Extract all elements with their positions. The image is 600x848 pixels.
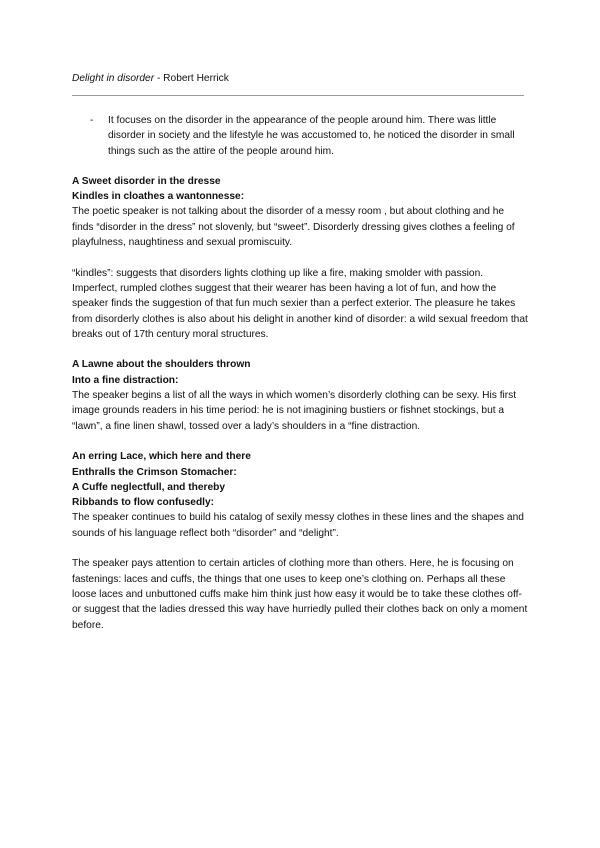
quote-line: A Cuffe neglectfull, and thereby — [72, 481, 226, 493]
header-divider — [72, 95, 524, 96]
analysis-section-2 — [72, 357, 528, 433]
analysis-paragraph: The speaker continues to build his catalog of sexily messy clothes in these lines and the shapes and sounds of his language reflect both “disorder” and “delight”. — [72, 512, 524, 539]
document-body — [72, 113, 528, 648]
quote-line: Into a fine distraction: — [72, 374, 179, 386]
analysis-section-3 — [72, 449, 528, 633]
analysis-section-1 — [72, 174, 528, 342]
intro-bullet — [72, 113, 528, 159]
bullet-marker: - — [90, 115, 94, 126]
quote-block — [72, 449, 528, 510]
poem-author: Robert Herrick — [163, 73, 229, 84]
analysis-paragraph: The poetic speaker is not talking about the disorder of a messy room , but about clothing and he finds “disorder in the dress” not slovenly, but “sweet”. Disorderly dressing gives clothes a feeling of playfulness, naughtiness and sexual promiscuity. — [72, 206, 515, 249]
analysis-paragraph: The speaker pays attention to certain articles of clothing more than others. Here, he is focusing on fastenings: laces and cuffs, the things that one uses to keep one’s clothing on. Perhaps all these loose laces and unbuttoned cuffs make him think just how easy it would be to take these clothes off- or suggest that the ladies dressed this way have hurriedly pulled their clothes back on only a moment before. — [72, 558, 528, 631]
analysis-paragraph: The speaker begins a list of all the ways in which women’s disorderly clothing can be sexy. His first image grounds readers in his time period: he is not imagining bustiers or fishnet stockings, but a “lawn”, a fine linen shawl, tossed over a lady’s shoulders in a “fine distraction. — [72, 390, 517, 432]
quote-line: An erring Lace, which here and there — [72, 451, 251, 463]
quote-line: Ribbands to flow confusedly: — [72, 497, 215, 509]
poem-title: Delight in disorder — [72, 73, 155, 84]
quote-line: Enthralls the Crimson Stomacher: — [72, 466, 237, 478]
quote-line: Kindles in cloathes a wantonnesse: — [72, 191, 245, 203]
quote-line: A Sweet disorder in the dresse — [72, 175, 221, 187]
analysis-paragraph: “kindles”: suggests that disorders lights clothing up like a fire, making smolder with passion. Imperfect, rumpled clothes suggest that their wearer has been having a lot of fun, and how the speaker finds the suggestion of that fun much sexier than a perfect exterior. The pleasure he takes from disorderly clothes is also about his delight in another kind of disorder: a wild sexual freedom that breaks out of 17th century moral structures. — [72, 267, 528, 340]
document-header — [72, 72, 229, 86]
quote-line: A Lawne about the shoulders thrown — [72, 359, 251, 371]
quote-block — [72, 357, 528, 388]
title-separator: - — [154, 73, 164, 84]
quote-block — [72, 174, 528, 205]
bullet-text: It focuses on the disorder in the appearance of the people around him. There was little disorder in society and the lifestyle he was accustomed to, he noticed the disorder in small things such as the attire of the people around him. — [108, 115, 515, 157]
